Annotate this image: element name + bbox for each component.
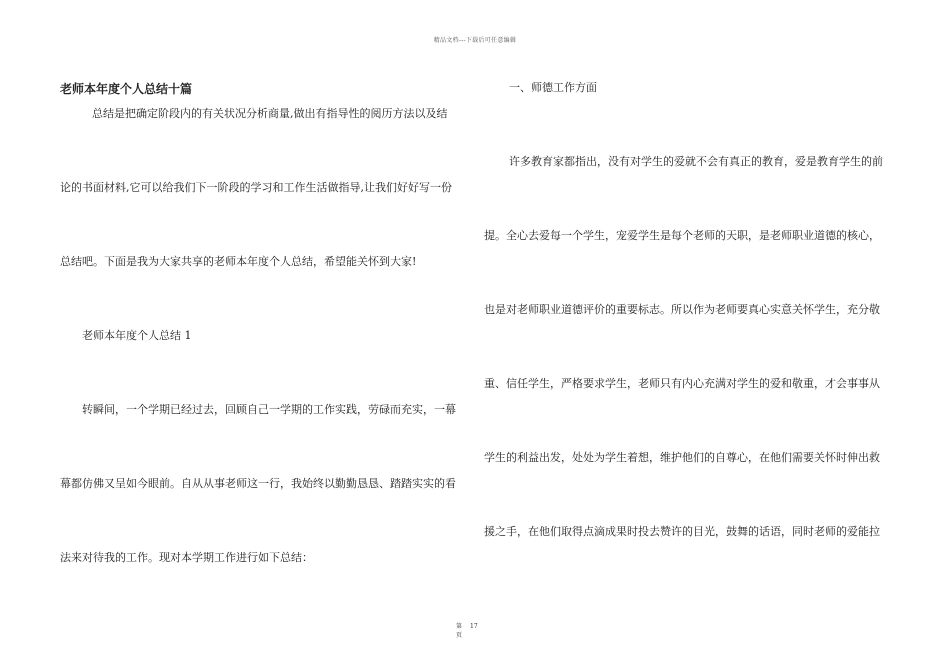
left-paragraph-line: 法来对待我的工作。现对本学期工作进行如下总结：: [60, 551, 313, 564]
left-paragraph-line: 幕都仿佛又呈如今眼前。自从从事老师这一行，我始终以勤勤恳恳、踏踏实实的看: [60, 477, 456, 490]
page-label-bottom: 页: [456, 632, 463, 639]
page-footer: [456, 622, 478, 640]
page-header: 精品文档---下载后可任意编辑: [433, 37, 517, 44]
page-number: 17: [470, 623, 478, 630]
page-label-top: 第: [456, 623, 463, 630]
right-paragraph-line: 援之手，在他们取得点滴成果时投去赞许的目光，鼓舞的话语，同时老师的爱能拉: [484, 525, 880, 538]
left-paragraph-line: 转瞬间，一个学期已经过去，回顾自己一学期的工作实践，劳碌而充实，一幕: [82, 403, 456, 416]
right-paragraph-line: 提。全心去爱每一个学生，宠爱学生是每个老师的天职，是老师职业道德的核心，: [484, 229, 880, 242]
right-paragraph-line: 重、信任学生，严格要求学生，老师只有内心充满对学生的爱和敬重，才会事事从: [484, 377, 880, 390]
right-paragraph-line: 学生的利益出发，处处为学生着想，维护他们的自尊心，在他们需要关怀时伸出救: [484, 451, 880, 464]
right-paragraph-line: 也是对老师职业道德评价的重要标志。所以作为老师要真心实意关怀学生，充分敬: [484, 303, 880, 316]
left-paragraph-line: 总结是把确定阶段内的有关状况分析商量,做出有指导性的阅历方法以及结: [92, 107, 448, 120]
right-paragraph-line: 许多教育家都指出，没有对学生的爱就不会有真正的教育，爱是教育学生的前: [509, 155, 883, 168]
left-paragraph-line: 论的书面材料,它可以给我们下一阶段的学习和工作生活做指导,让我们好好写一份: [60, 181, 452, 194]
section-heading: 一、师德工作方面: [509, 81, 597, 94]
document-title: 老师本年度个人总结十篇: [60, 82, 193, 96]
left-paragraph-line: 总结吧。下面是我为大家共享的老师本年度个人总结，希望能关怀到大家!: [60, 255, 417, 268]
section-heading: 老师本年度个人总结 1: [82, 329, 192, 342]
